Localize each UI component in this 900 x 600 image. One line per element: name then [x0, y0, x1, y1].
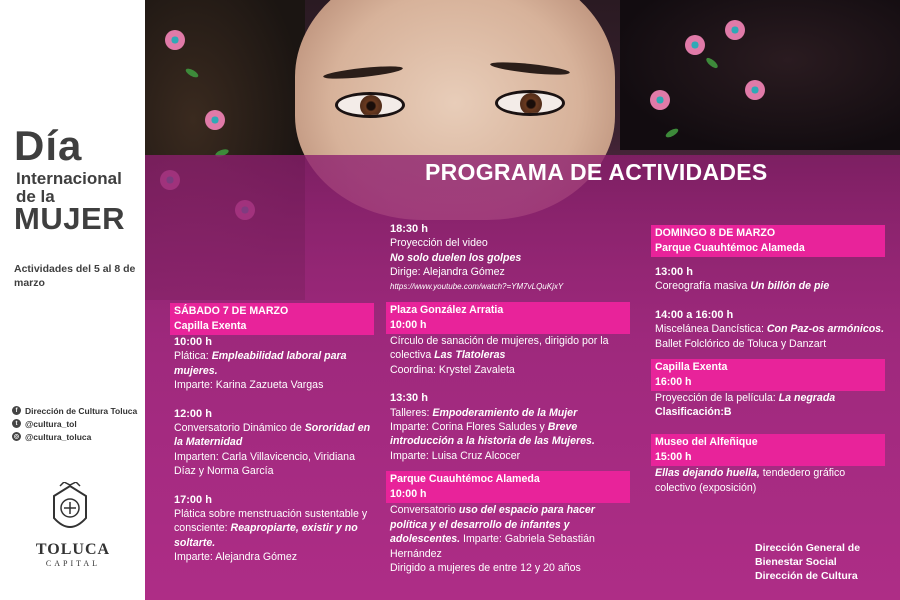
title-dia: Día [14, 122, 83, 169]
poster [145, 0, 900, 600]
event-speaker: Imparten: Carla Villavicencio, Viridiana Díaz y Norma García [174, 450, 355, 478]
event-rating: Clasificación:B [655, 406, 732, 419]
title-de-la: de la [16, 186, 55, 206]
eye-left [335, 92, 405, 118]
event-speaker: Imparte: Corina Flores Saludes y Breve introducción a la historia de las Mujeres. [390, 421, 595, 448]
flower-icon [745, 80, 765, 100]
title-internacional: Internacional [16, 169, 122, 188]
logo-sub: CAPITAL [45, 559, 101, 568]
event-time: 17:00 h [174, 493, 212, 506]
eye-right [495, 90, 565, 116]
program-title: PROGRAMA DE ACTIVIDADES [425, 159, 768, 185]
program-column-2 [390, 222, 630, 575]
flower-icon [205, 110, 225, 130]
event-speaker: Coordina: Krystel Zavaleta [390, 363, 515, 376]
event-time: 14:00 a 16:00 h [655, 308, 734, 321]
day-saturday: SÁBADO 7 DE MARZO Capilla Exenta [170, 303, 374, 335]
event-time: 18:30 h [390, 223, 428, 235]
video-link[interactable]: https://www.youtube.com/watch?=YM7vLQuKjxY [390, 281, 564, 291]
event-speaker: Imparte: Luisa Cruz Alcocer [390, 449, 521, 462]
social-links [12, 404, 144, 443]
social-facebook[interactable] [12, 404, 144, 417]
social-twitter-label: @cultura_tol [25, 418, 77, 429]
social-twitter[interactable] [12, 417, 144, 430]
organizer-footer: Dirección General de Bienestar Social Dirección de Cultura [755, 542, 861, 582]
event-time: 10:00 h [174, 336, 212, 348]
hair-right [620, 0, 900, 150]
place-museo-alfenique: Museo del Alfeñique 15:00 h [651, 434, 885, 466]
event-time: 12:00 h [174, 407, 212, 420]
event-desc: Proyección de la película: La negrada [655, 392, 836, 405]
event-desc: Coreografía masiva Un billón de pie [655, 280, 830, 293]
title-mujer: MUJER [14, 201, 126, 236]
twitter-icon: t [12, 419, 21, 428]
place-gonzalez-arratia: Plaza González Arratia 10:00 h [386, 302, 630, 334]
social-facebook-label: Dirección de Cultura Toluca [25, 405, 138, 416]
day-sunday: DOMINGO 8 DE MARZO Parque Cuauhtémoc Alameda [651, 225, 885, 257]
event-desc: Ellas dejando huella, tendedero gráfico colectivo (exposición) [655, 467, 846, 494]
event-speaker: Imparte: Alejandra Gómez [174, 551, 298, 564]
instagram-icon: ◎ [13, 434, 20, 440]
facebook-icon: f [12, 406, 21, 415]
activity-dates: Actividades del 5 al 8 de marzo [14, 263, 136, 290]
flower-icon [650, 90, 670, 110]
logo-name: TOLUCA [35, 541, 111, 558]
event-desc: Plática: Empleabilidad laboral para mujeres. [174, 350, 347, 377]
place-capilla-exenta: Capilla Exenta 16:00 h [651, 359, 885, 391]
place-parque-alameda: Parque Cuauhtémoc Alameda 10:00 h [386, 471, 630, 503]
flower-icon [725, 20, 745, 40]
event-desc: Miscelánea Dancística: Con Paz-os armónicos. Ballet Folclórico de Toluca y Danzart [655, 323, 885, 350]
event-audience: Dirigido a mujeres de entre 12 y 20 años [390, 561, 581, 574]
social-instagram[interactable] [12, 430, 144, 443]
social-instagram-label: @cultura_toluca [25, 431, 92, 442]
event-desc: Conversatorio Dinámico de Sororidad en la Maternidad [174, 422, 371, 449]
program-column-3 [655, 225, 885, 495]
event-desc: Conversatorio uso del espacio para hacer política y el desarrollo de infantes y adolescentes. Imparte: Gabriela Sebastián Hernández [390, 504, 595, 560]
event-time: 13:30 h [390, 392, 428, 405]
flower-icon [165, 30, 185, 50]
event-desc: Talleres: Empoderamiento de la Mujer [390, 406, 578, 419]
event-time: 13:00 h [655, 266, 693, 278]
event-speaker: Imparte: Karina Zazueta Vargas [174, 379, 324, 392]
event-desc: Proyección del video [390, 237, 488, 250]
event-desc: Círculo de sanación de mujeres, dirigido por la colectiva Las Tlatoleras [390, 335, 609, 362]
program-column-1 [174, 303, 374, 565]
event-speaker: Dirige: Alejandra Gómez [390, 266, 505, 279]
toluca-seal-icon [48, 482, 92, 538]
event-desc: Plática sobre menstruación sustentable y consciente: Reapropiarte, existir y no soltarte. [174, 508, 368, 549]
event-title: No solo duelen los golpes [390, 251, 522, 264]
left-panel [0, 0, 145, 600]
flower-icon [685, 35, 705, 55]
